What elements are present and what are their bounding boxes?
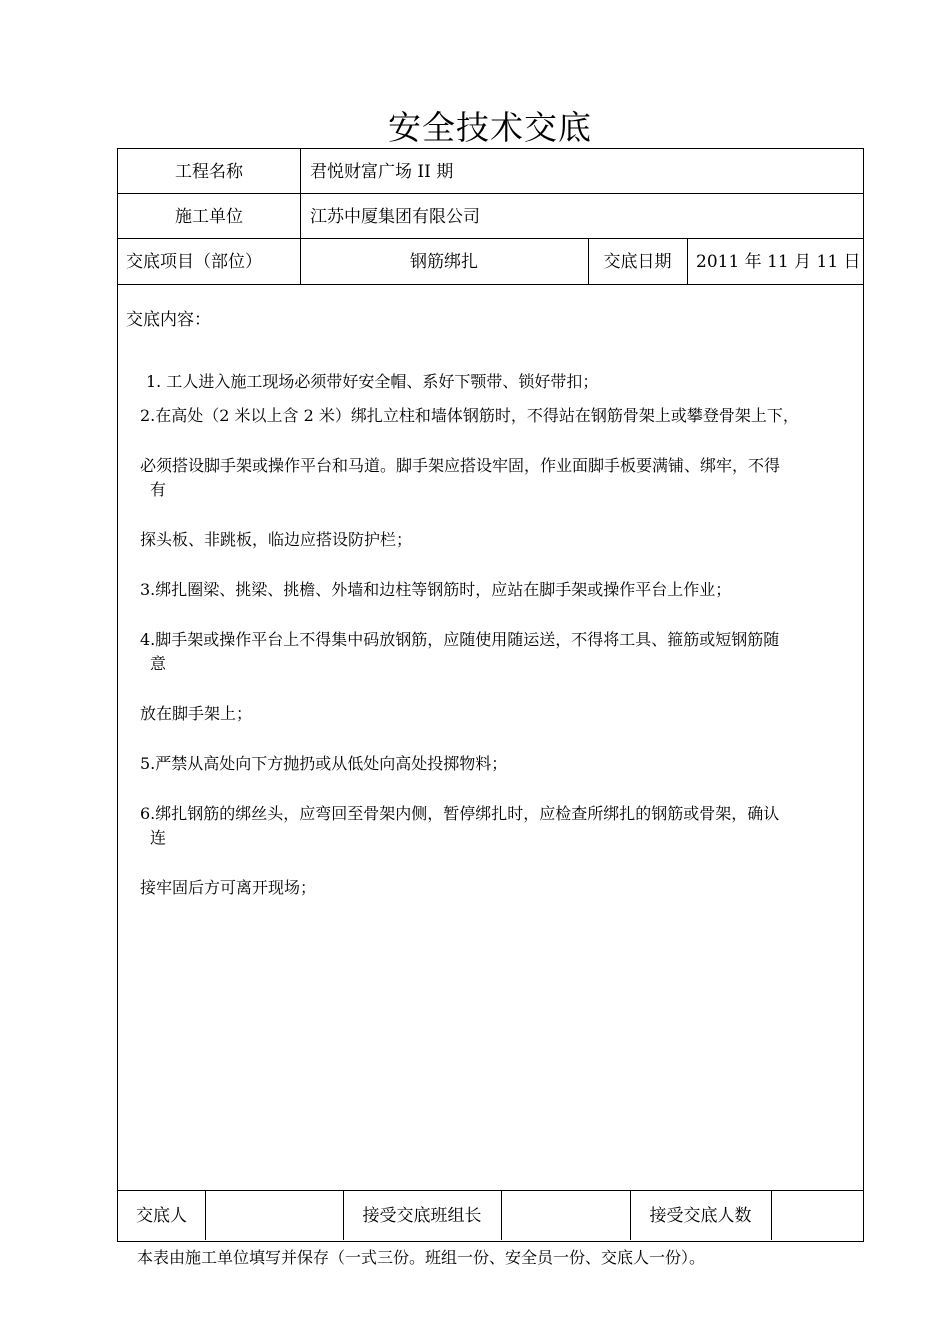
count-label: 接受交底人数 <box>649 1206 752 1226</box>
page-title: 安全技术交底 <box>388 108 592 147</box>
row-divider <box>118 193 863 194</box>
content-line: 必须搭设脚手架或操作平台和马道。脚手架应搭设牢固，作业面脚手板要满铺、绑牢，不得 <box>140 456 781 475</box>
column-divider <box>501 1190 502 1240</box>
content-line: 1. 工人进入施工现场必须带好安全帽、系好下颚带、锁好带扣； <box>146 372 599 391</box>
row-divider <box>118 238 863 239</box>
content-heading: 交底内容： <box>126 310 211 330</box>
content-line: 接牢固后方可离开现场； <box>140 878 317 897</box>
column-divider <box>771 1190 772 1240</box>
content-line: 连 <box>150 828 167 847</box>
footer-note: 本表由施工单位填写并保存（一式三份。班组一份、安全员一份、交底人一份）。 <box>137 1248 706 1267</box>
column-divider <box>205 1190 206 1240</box>
item-value: 钢筋绑扎 <box>410 252 478 272</box>
leader-label: 接受交底班组长 <box>362 1206 482 1226</box>
column-divider <box>687 238 688 284</box>
content-line: 意 <box>150 654 167 673</box>
content-line: 放在脚手架上； <box>140 704 253 723</box>
project-name-label: 工程名称 <box>175 162 243 182</box>
content-line: 2.在高处（2 米以上含 2 米）绑扎立柱和墙体钢筋时，不得站在钢筋骨架上或攀登骨架上下， <box>140 406 799 425</box>
content-line: 有 <box>150 480 167 499</box>
row-divider <box>118 284 863 285</box>
date-value: 2011 年 11 月 11 日 <box>696 252 861 272</box>
briefing-content <box>126 308 854 900</box>
row-divider <box>118 1190 863 1191</box>
contractor-value: 江苏中厦集团有限公司 <box>310 207 480 227</box>
content-line: 4.脚手架或操作平台上不得集中码放钢筋，应随使用随运送，不得将工具、箍筋或短钢筋随 <box>140 630 780 649</box>
giver-label: 交底人 <box>136 1206 187 1226</box>
project-name-value: 君悦财富广场 II 期 <box>310 162 454 182</box>
contractor-label: 施工单位 <box>175 207 243 227</box>
content-line: 探头板、非跳板，临边应搭设防护栏； <box>140 530 413 549</box>
content-line: 6.绑扎钢筋的绑丝头，应弯回至骨架内侧，暂停绑扎时，应检查所绑扎的钢筋或骨架，确认 <box>140 804 780 823</box>
content-line: 3.绑扎圈梁、挑梁、挑檐、外墙和边柱等钢筋时，应站在脚手架或操作平台上作业； <box>140 580 732 599</box>
date-label: 交底日期 <box>603 252 672 272</box>
content-line: 5.严禁从高处向下方抛扔或从低处向高处投掷物料； <box>140 754 508 773</box>
item-label: 交底项目（部位） <box>126 252 262 272</box>
